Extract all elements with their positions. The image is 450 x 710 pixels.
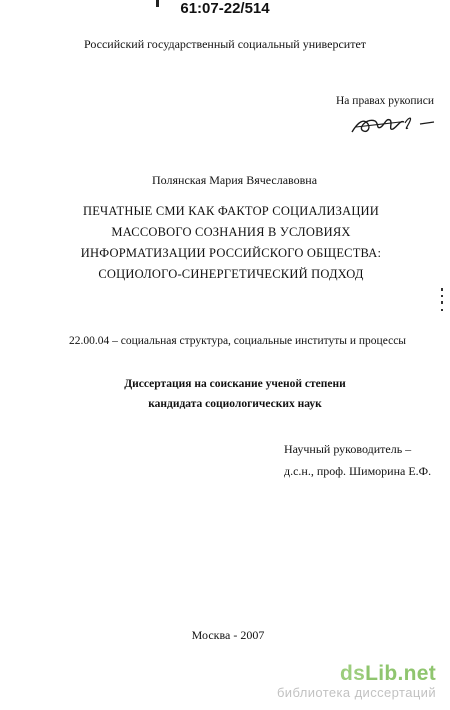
scan-marks bbox=[440, 288, 444, 318]
supervisor-name: д.с.н., проф. Шиморина Е.Ф. bbox=[284, 464, 432, 478]
title-line: СОЦИОЛОГО-СИНЕРГЕТИЧЕСКИЙ ПОДХОД bbox=[98, 267, 364, 281]
degree-line: Диссертация на соискание ученой степени bbox=[124, 378, 346, 390]
dissertation-title bbox=[0, 201, 450, 285]
supervisor-block bbox=[284, 438, 431, 482]
watermark bbox=[277, 663, 436, 701]
university-name: Российский государственный социальный университет bbox=[83, 37, 367, 51]
author-name: Полянская Мария Вячеславовна bbox=[152, 173, 318, 187]
title-line: ИНФОРМАТИЗАЦИИ РОССИЙСКОГО ОБЩЕСТВА: bbox=[80, 246, 382, 260]
manuscript-note: На правах рукописи bbox=[336, 95, 434, 107]
city-year: Москва - 2007 bbox=[191, 628, 265, 642]
specialty-code: 22.00.04 – социальная структура, социальные институты и процессы bbox=[69, 335, 407, 347]
watermark-logo: dsLib.net bbox=[339, 662, 436, 685]
archive-code-stamp: 61:07-22/514 bbox=[180, 0, 270, 17]
signature-image bbox=[348, 112, 440, 140]
title-line: ПЕЧАТНЫЕ СМИ КАК ФАКТОР СОЦИАЛИЗАЦИИ bbox=[82, 204, 380, 218]
watermark-subtitle: библиотека диссертаций bbox=[276, 685, 436, 700]
degree-line: кандидата социологических наук bbox=[148, 398, 322, 410]
degree-statement bbox=[0, 374, 450, 414]
supervisor-label: Научный руководитель – bbox=[284, 442, 412, 456]
title-line: МАССОВОГО СОЗНАНИЯ В УСЛОВИЯХ bbox=[111, 225, 351, 239]
